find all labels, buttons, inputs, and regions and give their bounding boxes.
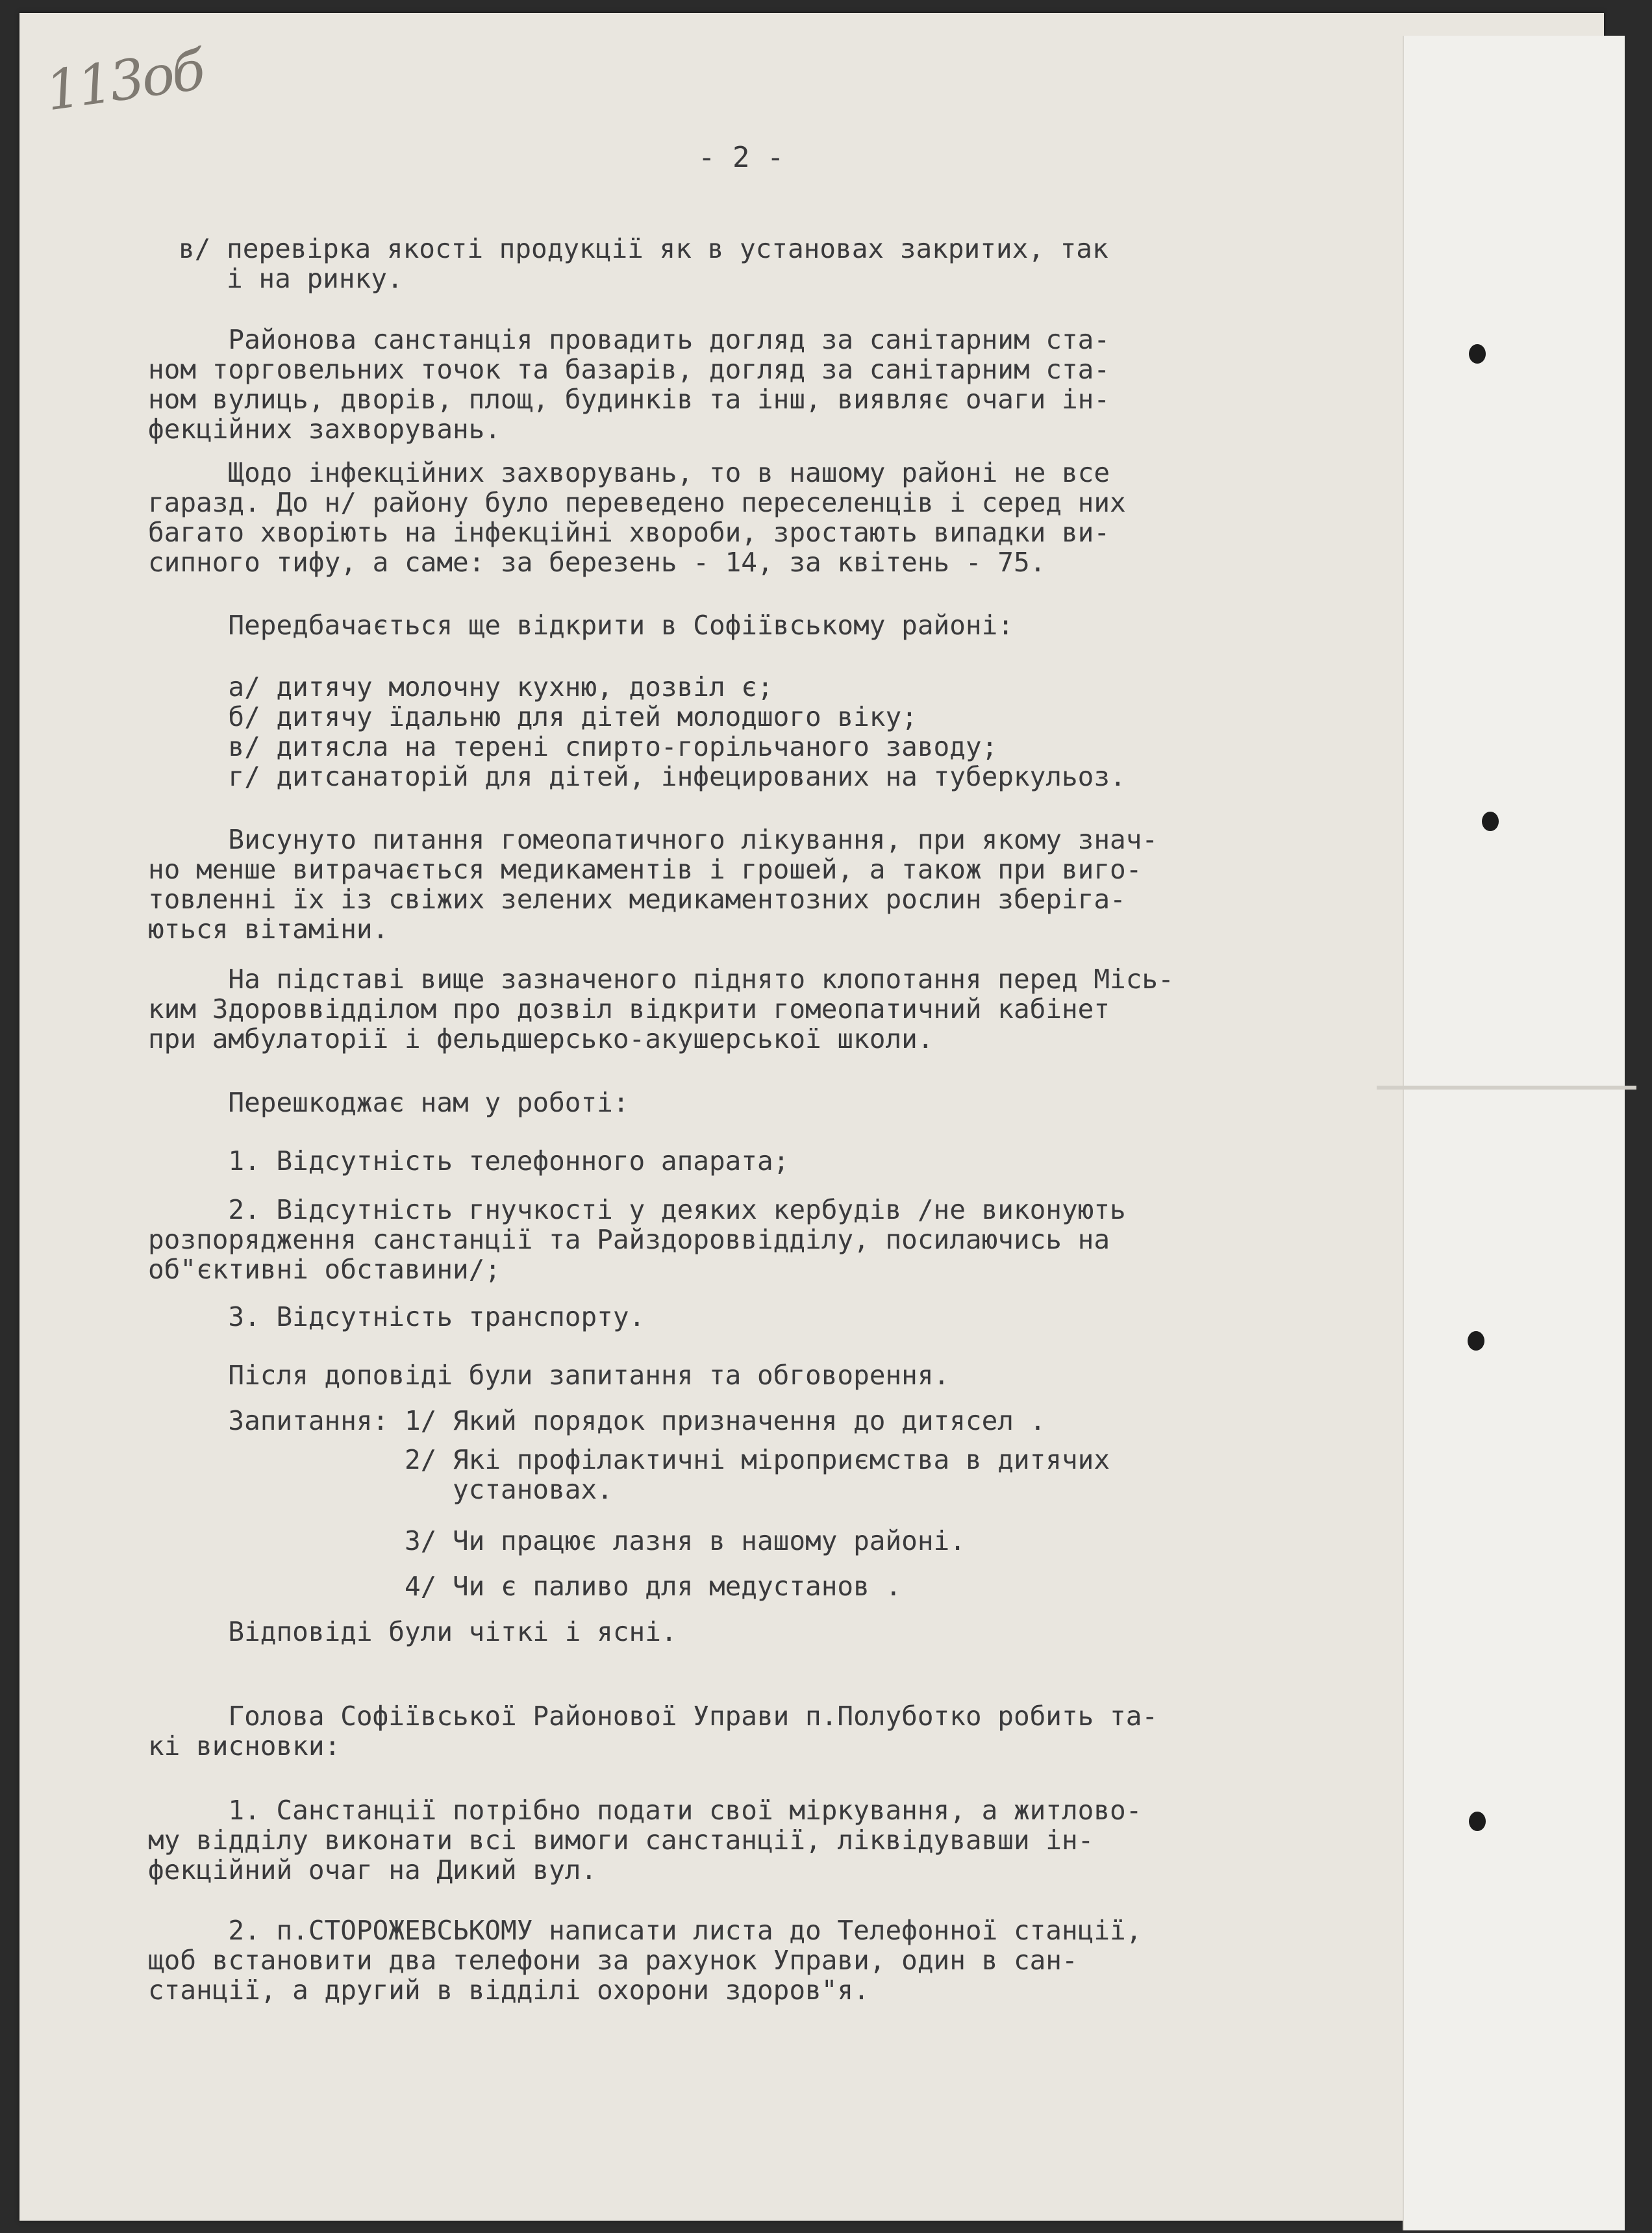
- conclusion-1: 1. Санстанції потрібно подати свої міркування, а житлово- му відділу виконати всі вимоги санстанції, ліквідувавши ін- фекційний очаг на Дикий вул.: [148, 1795, 1142, 1886]
- paragraph-infections: Щодо інфекційних захворувань, то в нашому районі не все гаразд. До н/ району було переведено переселенців і серед них багато хворіють на інфекційні хвороби, зростають випадки ви- сипного тифу, а саме: за березень - 14, за квітень - 75.: [148, 457, 1126, 578]
- punch-hole: [1469, 1812, 1486, 1831]
- strip-seam: [1377, 1086, 1636, 1090]
- archive-folio-note: 113об: [42, 38, 206, 123]
- list-item-v: в/ перевірка якості продукції як в установах закритих, так і на ринку.: [179, 233, 1108, 294]
- planned-list: а/ дитячу молочну кухню, дозвіл є; б/ дитячу їдальню для дітей молодшого віку; в/ дитясла на терені спирто-горільчаного заводу; г/ дитсанаторій для дітей, інфецированих на туберкульоз.: [228, 671, 1126, 792]
- obstacle-1: 1. Відсутність телефонного апарата;: [148, 1145, 790, 1177]
- binding-strip: [1403, 36, 1625, 2230]
- obstacle-3: 3. Відсутність транспорту.: [148, 1301, 645, 1332]
- punch-hole: [1469, 344, 1486, 364]
- paragraph-petition: На підставі вище зазначеного піднято клопотання перед Місь- ким Здороввідділом про дозвіл відкрити гомеопатичний кабінет при амбулаторії і фельдшерсько-акушерської школи.: [148, 964, 1174, 1054]
- paragraph-discussion: Після доповіді були запитання та обговорення.: [148, 1360, 950, 1391]
- page-number: - 2 -: [698, 141, 784, 174]
- conclusion-2: 2. п.СТОРОЖЕВСЬКОМУ написати листа до Телефонної станції, щоб встановити два телефони за рахунок Управи, один в сан- станції, а другий в відділі охорони здоров"я.: [148, 1915, 1142, 2006]
- paragraph-obstacles: Перешкоджає нам у роботі:: [148, 1087, 629, 1118]
- question-2: 2/ Які профілактичні міроприємства в дитячих установах.: [404, 1444, 1110, 1505]
- paragraph-planned: Передбачається ще відкрити в Софіївському районі:: [148, 610, 1014, 641]
- paragraph-answers: Відповіді були чіткі і ясні.: [148, 1616, 677, 1647]
- punch-hole: [1468, 1331, 1484, 1351]
- question-1: Запитання: 1/ Який порядок призначення до дитясел .: [148, 1405, 1046, 1436]
- paragraph-sanstation: Районова санстанція провадить догляд за санітарним ста- ном торговельних точок та базарів, догляд за санітарним ста- ном вулиць, дворів, площ, будинків та інш, виявляє очаги ін- фекційних захворувань.: [148, 324, 1110, 445]
- question-3: 3/ Чи працює лазня в нашому районі.: [148, 1525, 966, 1556]
- paragraph-conclusions: Голова Софіївської Районової Управи п.Полуботко робить та- кі висновки:: [148, 1701, 1158, 1762]
- question-4: 4/ Чи є паливо для медустанов .: [148, 1571, 902, 1602]
- paragraph-homeopathy: Висунуто питання гомеопатичного лікування, при якому знач- но менше витрачається медикаментів і грошей, а також при виго- товленні їх із свіжих зелених медикаментозних рослин зберіга- ються вітаміни.: [148, 824, 1158, 945]
- obstacle-2: 2. Відсутність гнучкості у деяких кербудів /не виконують розпорядження санстанції та Райздороввідділу, посилаючись на об"єктивні обставини/;: [148, 1194, 1126, 1285]
- punch-hole: [1482, 812, 1499, 831]
